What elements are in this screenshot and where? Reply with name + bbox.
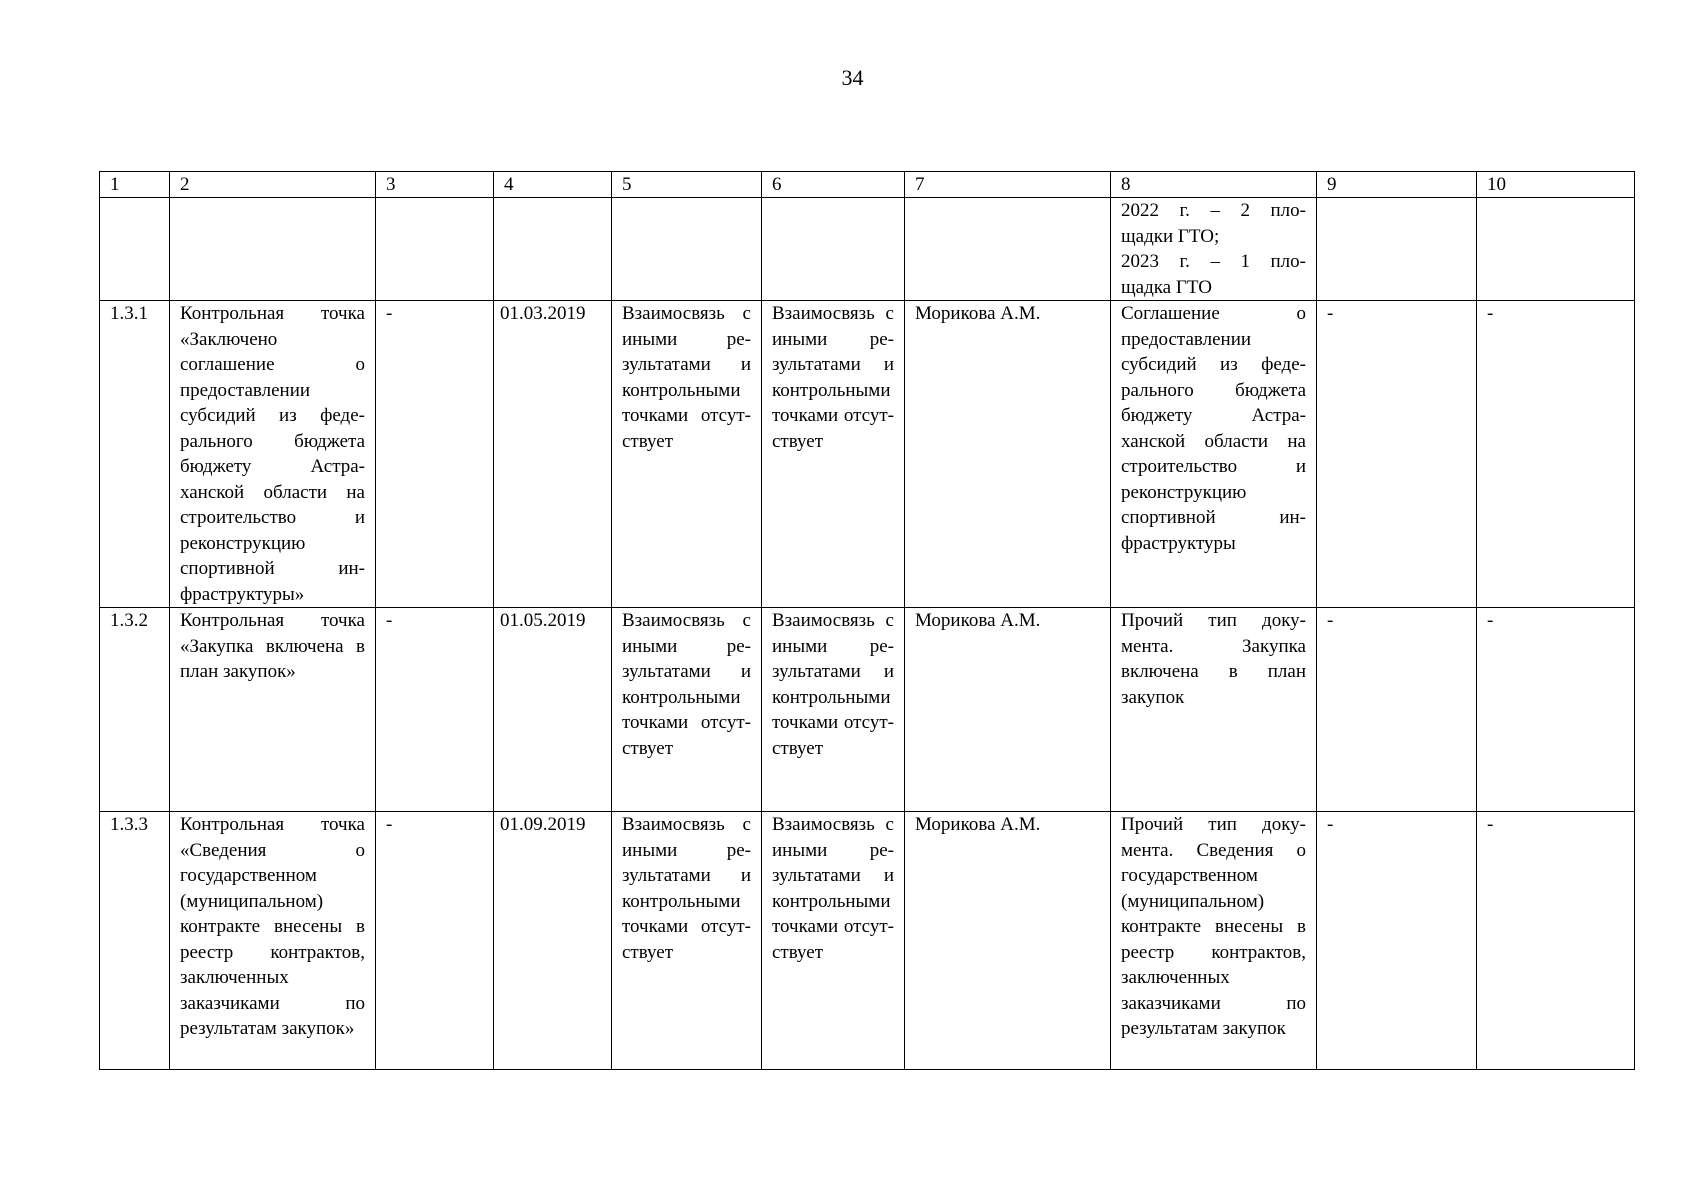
relation-note: Взаимосвязь с иными результатами и контрольными точками отсутствует bbox=[612, 812, 762, 1070]
control-point-name: Контрольная точка «Закупка включена в план закупок» bbox=[170, 608, 376, 812]
header-cell: 9 bbox=[1317, 172, 1477, 198]
due-date: 01.09.2019 bbox=[494, 812, 612, 1070]
row-number: 1.3.2 bbox=[100, 608, 170, 812]
continuation-line: щадки ГТО; bbox=[1121, 225, 1220, 247]
header-cell: 8 bbox=[1111, 172, 1317, 198]
empty-cell bbox=[170, 198, 376, 301]
table-row bbox=[100, 812, 1635, 1070]
header-cell: 10 bbox=[1477, 172, 1635, 198]
continuation-line: щадка ГТО bbox=[1121, 276, 1212, 298]
column-9-value: - bbox=[1317, 608, 1477, 812]
column-9-value: - bbox=[1317, 301, 1477, 608]
relation-note: Взаимосвязь с иными результатами и контрольными точками отсутствует bbox=[612, 608, 762, 812]
table-row bbox=[100, 608, 1635, 812]
header-cell: 7 bbox=[905, 172, 1111, 198]
document-type: Прочий тип документа. Закупка включена в план закупок bbox=[1111, 608, 1317, 812]
responsible-person: Морикова А.М. bbox=[905, 301, 1111, 608]
document-type: Прочий тип документа. Сведения о государственном (муниципальном) контракте внесены в реестр контрактов, заключенных заказчиками по результатам закупок bbox=[1111, 812, 1317, 1070]
continuation-cell bbox=[1111, 198, 1317, 301]
empty-cell bbox=[1317, 198, 1477, 301]
header-cell: 4 bbox=[494, 172, 612, 198]
empty-cell bbox=[612, 198, 762, 301]
responsible-person: Морикова А.М. bbox=[905, 812, 1111, 1070]
relation-note-alt: Взаимосвязь с иными результатами и контрольными точками отсутствует bbox=[762, 301, 905, 608]
empty-cell bbox=[1477, 198, 1635, 301]
due-date: 01.03.2019 bbox=[494, 301, 612, 608]
continuation-line: 2022 г. – 2 пло- bbox=[1121, 200, 1306, 221]
schedule-table bbox=[99, 171, 1635, 1070]
column-3-value: - bbox=[376, 812, 494, 1070]
table-row bbox=[100, 301, 1635, 608]
header-cell: 5 bbox=[612, 172, 762, 198]
empty-cell bbox=[376, 198, 494, 301]
due-date: 01.05.2019 bbox=[494, 608, 612, 812]
column-10-value: - bbox=[1477, 301, 1635, 608]
column-9-value: - bbox=[1317, 812, 1477, 1070]
column-10-value: - bbox=[1477, 812, 1635, 1070]
control-point-name: Контрольная точка «Сведения о государственном (муниципальном) контракте внесены в реестр контрактов, заключенных заказчиками по результатам закупок» bbox=[170, 812, 376, 1070]
column-3-value: - bbox=[376, 608, 494, 812]
column-3-value: - bbox=[376, 301, 494, 608]
column-10-value: - bbox=[1477, 608, 1635, 812]
empty-cell bbox=[494, 198, 612, 301]
row-number: 1.3.1 bbox=[100, 301, 170, 608]
document-type: Соглашение о предоставлении субсидий из федерального бюджета бюджету Астраханской области на строительство и реконструкцию спортивной инфраструктуры bbox=[1111, 301, 1317, 608]
row-number: 1.3.3 bbox=[100, 812, 170, 1070]
relation-note-alt: Взаимосвязь с иными результатами и контрольными точками отсутствует bbox=[762, 608, 905, 812]
header-row bbox=[100, 172, 1635, 198]
continuation-row bbox=[100, 198, 1635, 301]
control-point-name: Контрольная точка «Заключено соглашение о предоставлении субсидий из федерального бюджета бюджету Астраханской области на строительство и реконструкцию спортивной инфраструктуры» bbox=[170, 301, 376, 608]
empty-cell bbox=[100, 198, 170, 301]
empty-cell bbox=[905, 198, 1111, 301]
relation-note-alt: Взаимосвязь с иными результатами и контрольными точками отсутствует bbox=[762, 812, 905, 1070]
header-cell: 3 bbox=[376, 172, 494, 198]
header-cell: 1 bbox=[100, 172, 170, 198]
empty-cell bbox=[762, 198, 905, 301]
header-cell: 2 bbox=[170, 172, 376, 198]
relation-note: Взаимосвязь с иными результатами и контрольными точками отсутствует bbox=[612, 301, 762, 608]
header-cell: 6 bbox=[762, 172, 905, 198]
page-number: 34 bbox=[841, 65, 864, 90]
continuation-line: 2023 г. – 1 пло- bbox=[1121, 251, 1306, 272]
responsible-person: Морикова А.М. bbox=[905, 608, 1111, 812]
